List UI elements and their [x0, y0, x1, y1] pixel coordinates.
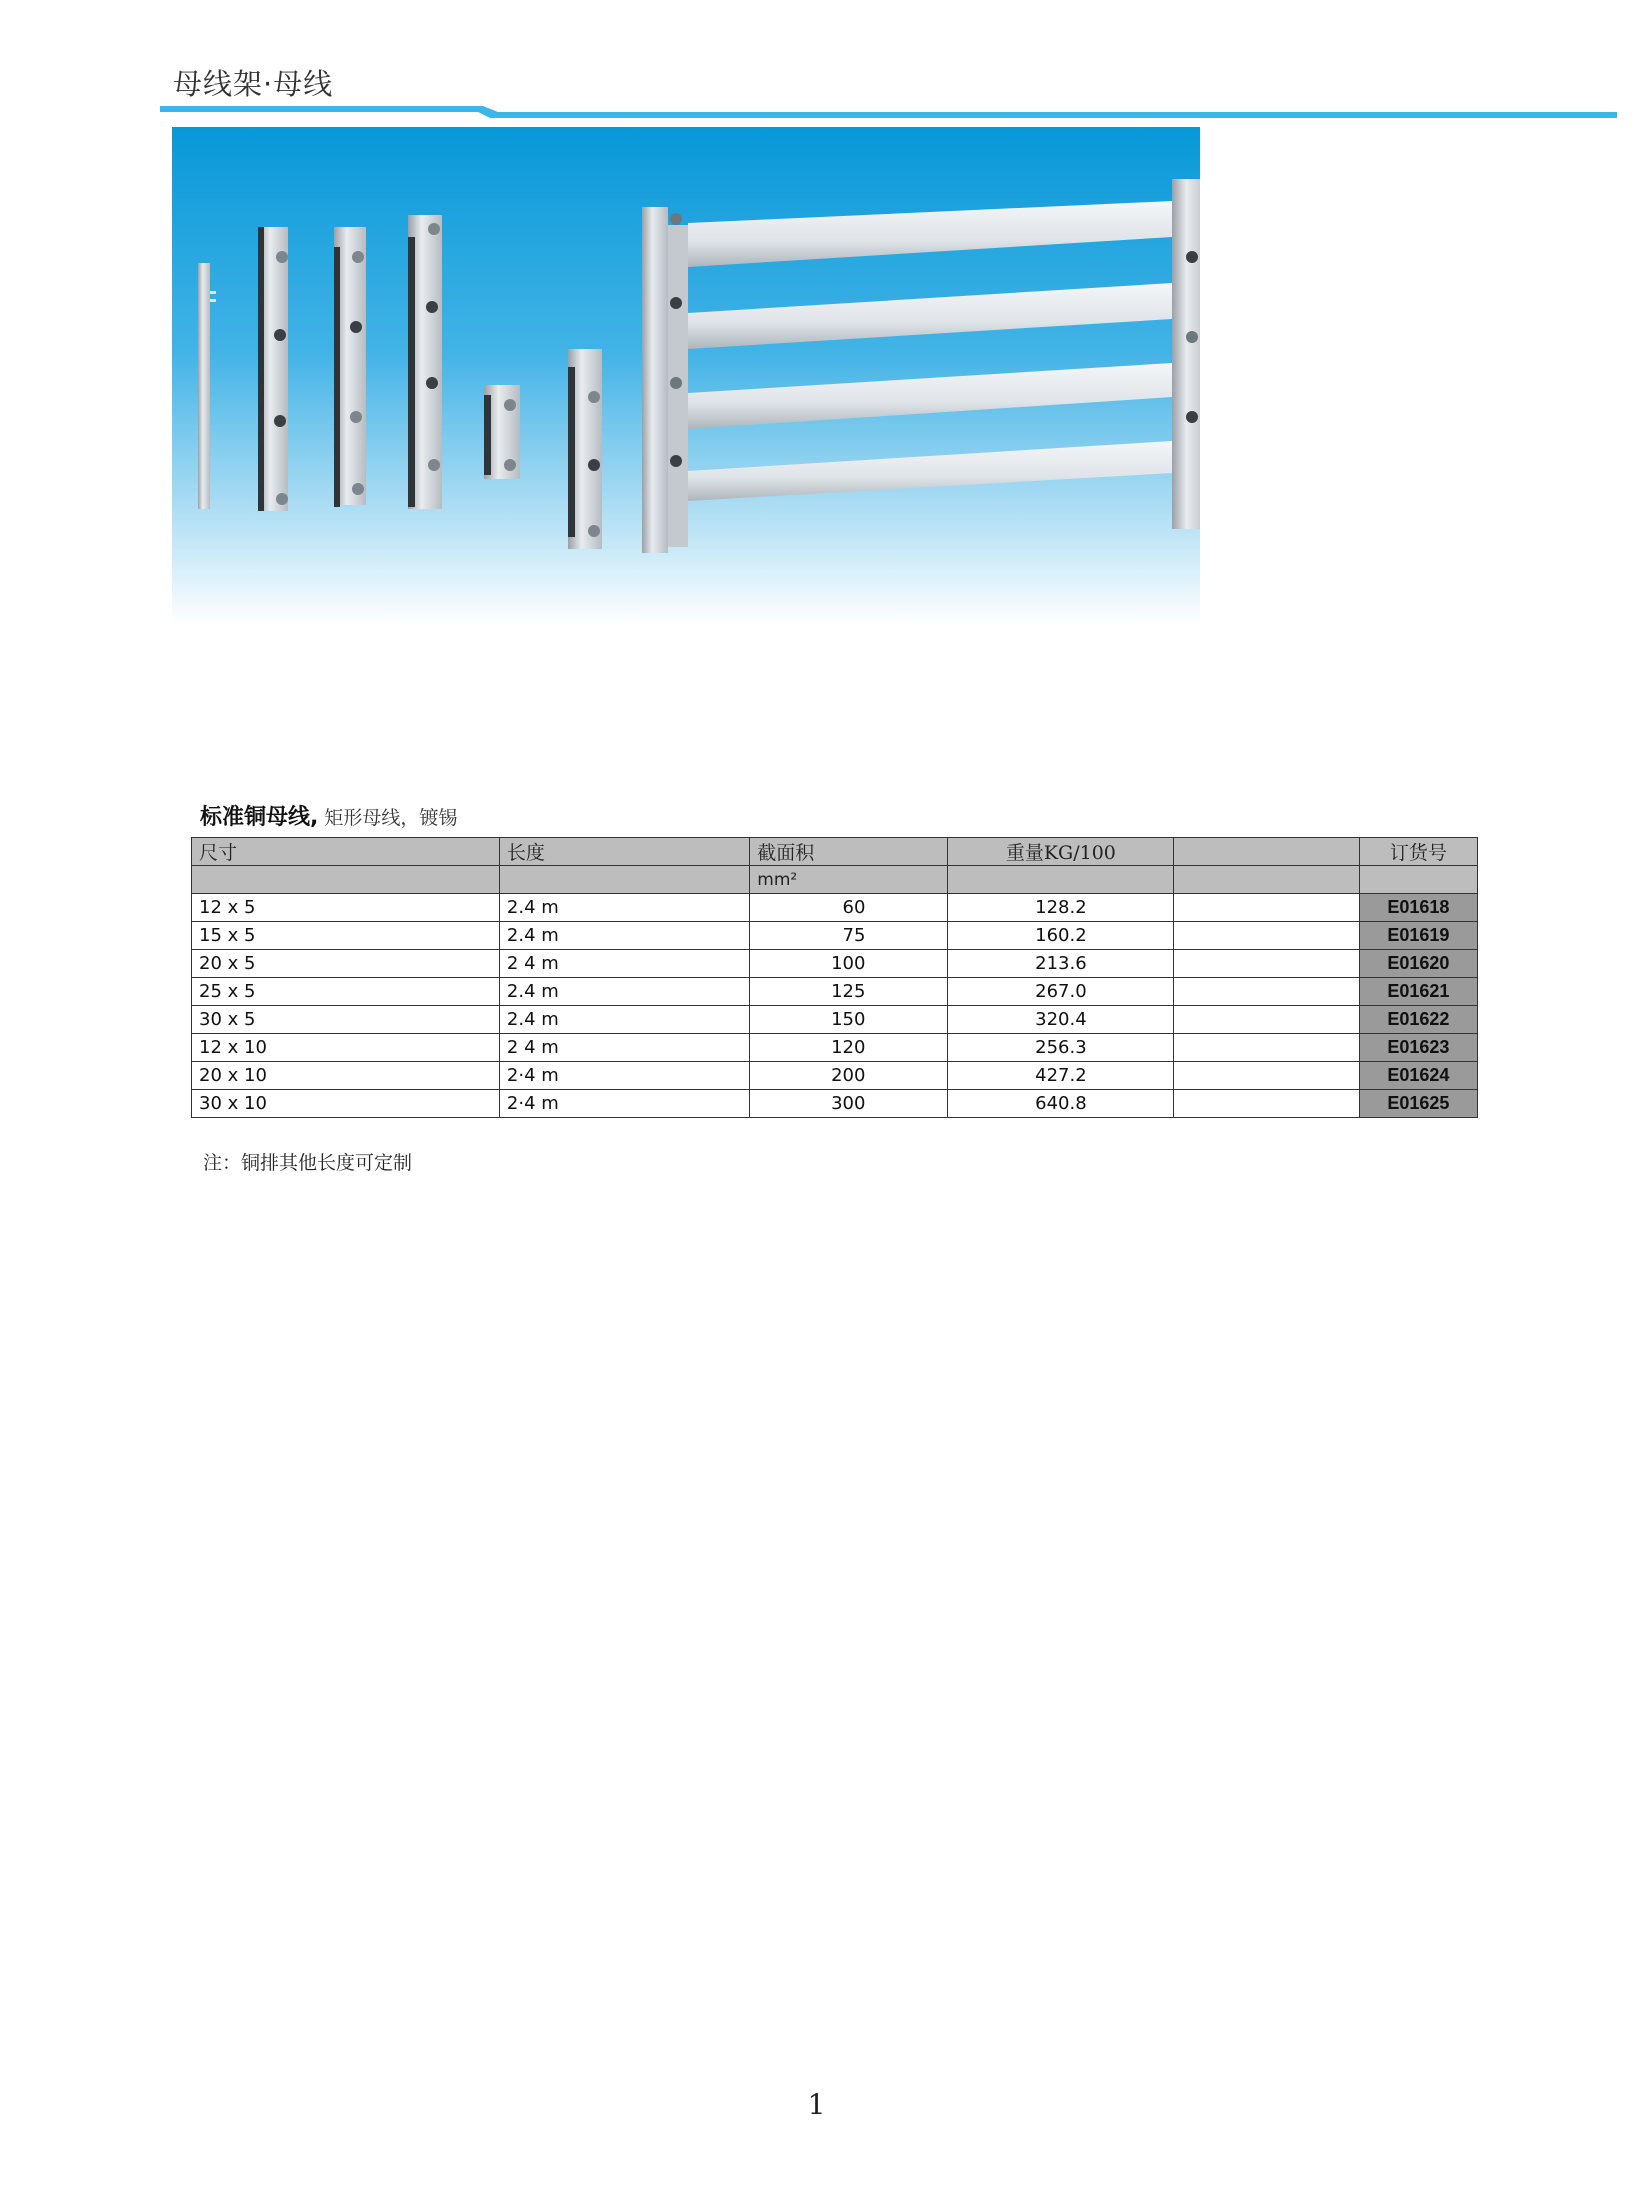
cell-area: 300 [750, 1090, 948, 1118]
copper-busbar-spec-table [191, 837, 1478, 1118]
header-area: 截面积 [750, 838, 948, 866]
cell-area: 60 [750, 894, 948, 922]
table-header-row [192, 838, 1478, 866]
cell-length: 2 4 m [499, 1034, 749, 1062]
busbar-support-1 [258, 227, 288, 511]
cell-blank [1174, 950, 1359, 978]
cell-order-number: E01620 [1359, 950, 1477, 978]
cell-size: 30 x 5 [192, 1006, 500, 1034]
units-order [1359, 866, 1477, 894]
table-row [192, 894, 1478, 922]
cell-length: 2·4 m [499, 1090, 749, 1118]
cell-weight: 267.0 [948, 978, 1174, 1006]
header-length: 长度 [499, 838, 749, 866]
cell-order-number: E01621 [1359, 978, 1477, 1006]
cell-length: 2 4 m [499, 950, 749, 978]
cell-blank [1174, 1090, 1359, 1118]
units-area: mm² [750, 866, 948, 894]
cell-weight: 640.8 [948, 1090, 1174, 1118]
header-blank [1174, 838, 1359, 866]
cell-size: 12 x 5 [192, 894, 500, 922]
header-size: 尺寸 [192, 838, 500, 866]
cell-blank [1174, 1034, 1359, 1062]
cell-weight: 427.2 [948, 1062, 1174, 1090]
units-size [192, 866, 500, 894]
table-units-row [192, 866, 1478, 894]
cell-blank [1174, 922, 1359, 950]
busbar-product-photo [172, 127, 1200, 625]
header-accent-rule [160, 106, 1617, 118]
footnote: 注：铜排其他长度可定制 [203, 1152, 413, 1174]
cell-area: 75 [750, 922, 948, 950]
cell-size: 30 x 10 [192, 1090, 500, 1118]
cell-blank [1174, 978, 1359, 1006]
cell-weight: 128.2 [948, 894, 1174, 922]
cell-size: 12 x 10 [192, 1034, 500, 1062]
cell-weight: 213.6 [948, 950, 1174, 978]
table-row [192, 950, 1478, 978]
page-header-title: 母线架·母线 [173, 67, 334, 101]
cell-length: 2.4 m [499, 922, 749, 950]
busbar-support-2 [334, 227, 366, 507]
cell-weight: 160.2 [948, 922, 1174, 950]
section-title: 标准铜母线, [200, 805, 319, 830]
cell-size: 25 x 5 [192, 978, 500, 1006]
busbar-support-4 [568, 349, 602, 549]
cell-weight: 320.4 [948, 1006, 1174, 1034]
cell-length: 2.4 m [499, 978, 749, 1006]
cell-length: 2.4 m [499, 894, 749, 922]
cell-order-number: E01619 [1359, 922, 1477, 950]
table-row [192, 1062, 1478, 1090]
section-heading [200, 800, 457, 831]
cell-blank [1174, 1062, 1359, 1090]
cell-length: 2.4 m [499, 1006, 749, 1034]
table-row [192, 922, 1478, 950]
table-row [192, 1090, 1478, 1118]
units-weight [948, 866, 1174, 894]
table-body [192, 894, 1478, 1118]
cell-blank [1174, 1006, 1359, 1034]
cell-order-number: E01618 [1359, 894, 1477, 922]
table-row [192, 1034, 1478, 1062]
cell-area: 120 [750, 1034, 948, 1062]
cell-blank [1174, 894, 1359, 922]
cell-order-number: E01625 [1359, 1090, 1477, 1118]
header-weight: 重量KG/100 [948, 838, 1174, 866]
units-length [499, 866, 749, 894]
cell-area: 150 [750, 1006, 948, 1034]
cell-order-number: E01622 [1359, 1006, 1477, 1034]
page-number: 1 [807, 2088, 826, 2121]
cell-size: 20 x 10 [192, 1062, 500, 1090]
table-row [192, 978, 1478, 1006]
cell-size: 20 x 5 [192, 950, 500, 978]
table-row [192, 1006, 1478, 1034]
cell-area: 200 [750, 1062, 948, 1090]
cell-order-number: E01624 [1359, 1062, 1477, 1090]
section-subtitle: 矩形母线，镀锡 [324, 807, 458, 829]
cell-area: 125 [750, 978, 948, 1006]
busbar-support-3 [408, 215, 442, 509]
header-order-number: 订货号 [1359, 838, 1477, 866]
cell-area: 100 [750, 950, 948, 978]
busbar-support-small [484, 385, 520, 479]
cell-order-number: E01623 [1359, 1034, 1477, 1062]
cell-length: 2·4 m [499, 1062, 749, 1090]
cell-weight: 256.3 [948, 1034, 1174, 1062]
units-blank [1174, 866, 1359, 894]
cell-size: 15 x 5 [192, 922, 500, 950]
